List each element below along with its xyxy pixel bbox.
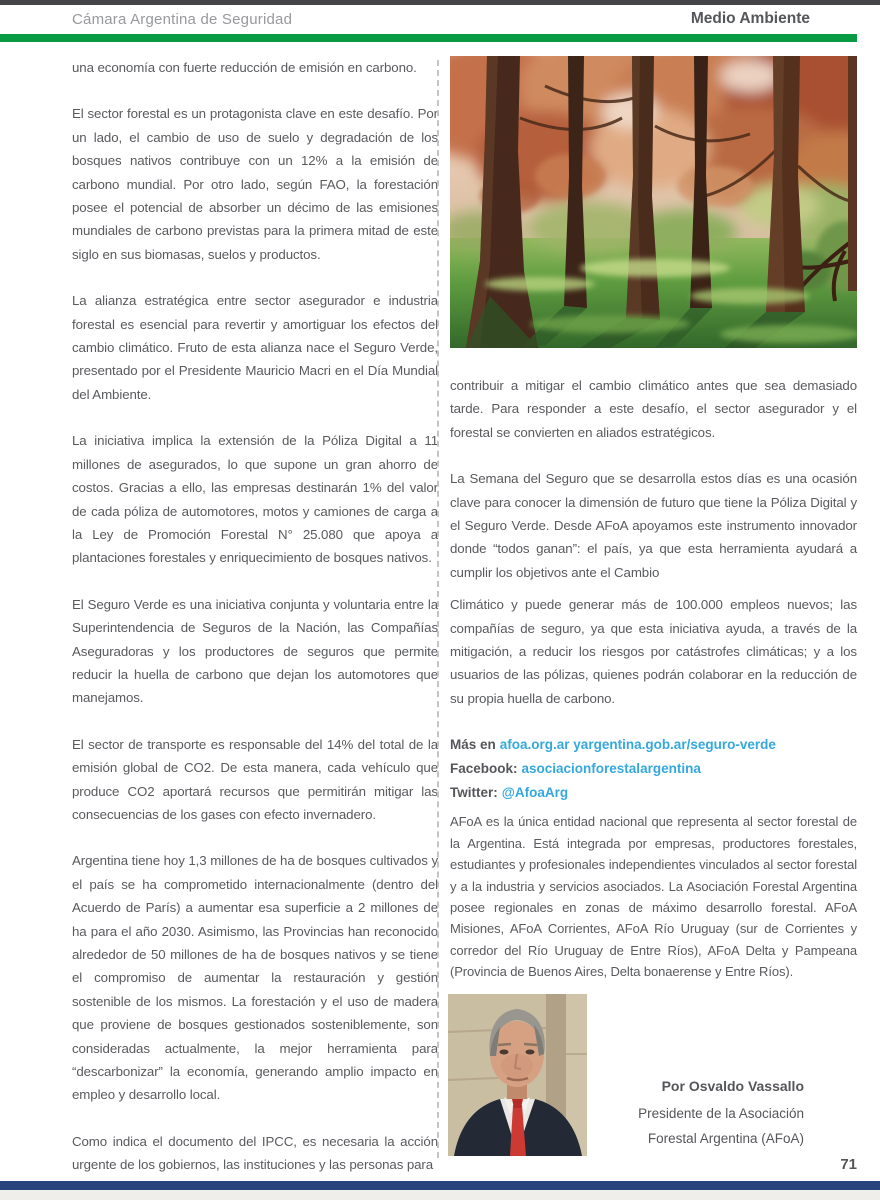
more-info-line [450,733,857,757]
twitter-line [450,781,857,805]
article-paragraph: La Semana del Seguro que se desarrolla estos días es una ocasión clave para conocer la dimensión de futuro que tiene la Póliza Digital y el Seguro Verde. Desde AFoA apoyamos este instrumento innovador donde “todos ganan”: el país, ya que esta herramienta ayudará a cumplir los objetivos ante el Cambio [450,471,857,580]
facebook-label: Facebook: [450,761,518,777]
author-title-line: Presidente de la Asociación [638,1105,804,1121]
article-paragraph: una economía con fuerte reducción de emisión en carbono. [72,60,417,75]
footer-strip [0,1190,880,1200]
article-paragraph: El Seguro Verde es una iniciativa conjunta y voluntaria entre la Superintendencia de Seguros de la Nación, las Compañías Aseguradoras y los productores de seguros que permite reducir la huella de carbono que dejan los automotores que manejamos. [72,596,438,706]
seguro-verde-link[interactable]: afoa.org.ar yargentina.gob.ar/seguro-verde [499,737,776,753]
twitter-label: Twitter: [450,785,498,801]
author-name: Por Osvaldo Vassallo [661,1077,804,1094]
column-divider [437,60,439,1158]
article-paragraph: La iniciativa implica la extensión de la Póliza Digital a 11 millones de asegurados, lo que supone un gran ahorro de costos. Gracias a ello, las empresas destinarán 1% del valor de cada póliza de automotores, motos y camiones de carga a la Ley de Promoción Forestal N° 25.080 que apoya a plantaciones forestales y enriquecimiento de bosques nativos. [72,433,438,566]
section-title: Medio Ambiente [690,10,810,27]
more-info-label: Más en [450,737,496,753]
footer-bar [0,1181,880,1190]
publication-name: Cámara Argentina de Seguridad [72,11,293,28]
facebook-line [450,757,857,781]
author-credit-row [450,994,857,1156]
right-column [450,56,857,1156]
twitter-link[interactable]: @AfoaArg [501,785,569,801]
article-paragraph: La alianza estratégica entre sector asegurador e industria forestal es esencial para revertir y amortiguar los efectos del cambio climático. Fruto de esta alianza nace el Seguro Verde, presentado por el Presidente Mauricio Macri en el Día Mundial del Ambiente. [72,293,438,402]
article-paragraph: El sector de transporte es responsable del 14% del total de la emisión global de CO2. De esta manera, cada vehículo que produce CO2 aportará recursos que permitirán mitigar las consecuencias de los gases con efecto invernadero. [72,736,438,822]
links-block [450,733,857,805]
afoa-description: AFoA es la única entidad nacional que representa al sector forestal de la Argentina. Está integrada por empresas, productores forestales, estudiantes y profesionales independientes vinculados al sector forestal y a la industria y servicios asociados. La Asociación Forestal Argentina posee regionales en zonas de máximo desarrollo forestal. AFoA Misiones, AFoA Corrientes, AFoA Río Uruguay (sur de Corrientes y corredor del Río Uruguay de Entre Ríos), AFoA Delta y Pampeana (Provincia de Buenos Aires, Delta bonaerense y Entre Ríos). [450,814,857,980]
facebook-link[interactable]: asociacionforestalargentina [521,761,701,777]
article-paragraph: Climático y puede generar más de 100.000 empleos nuevos; las compañías de seguro, ya que esta iniciativa ayuda, a través de la mitigación, a reducir los riesgos por catástrofes climáticas; y a los usuarios de las pólizas, quienes podrán colaborar en la reducción de su propia huella de carbono. [450,597,857,706]
author-title-line: Forestal Argentina (AFoA) [647,1130,804,1146]
article-paragraph: contribuir a mitigar el cambio climático antes que sea demasiado tarde. Para responder a este desafío, el sector asegurador y el forestal se convierten en aliados estratégicos. [450,378,857,440]
forest-photo [450,56,857,348]
left-column [72,56,438,1200]
top-edge-bar [0,0,880,5]
article-paragraph: Argentina tiene hoy 1,3 millones de ha de bosques cultivados y el país se ha comprometido internacionalmente (dentro del Acuerdo de París) a aumentar esa superficie a 2 millones de ha para el año 2030. Asimismo, las Provincias han reconocido alrededor de 50 millones de ha de bosques nativos y se tiene el compromiso de aumentar la restauración y gestión sostenible de los mismos. La forestación y el uso de madera que proviene de bosques gestionados sosteniblemente, son consideradas actualmente, la mejor herramienta para “descarbonizar” la economía, generando amplio impacto en empleo y desarrollo local. [72,853,438,1103]
portrait-photo [448,994,587,1156]
author-credit [638,1078,804,1151]
article-paragraph: El sector forestal es un protagonista clave en este desafío. Por un lado, el cambio de uso de suelo y degradación de los bosques nativos contribuye con un 12% a la emisión de carbono mundial. Por otro lado, según FAO, la forestación posee el potencial de absorber un décimo de las emisiones mundiales de carbono previstas para la primera mitad de este siglo en sus biomasas, suelos y productos. [72,106,438,262]
header-rule [0,34,857,42]
page-number: 71 [840,1156,857,1173]
article-paragraph: Como indica el documento del IPCC, es necesaria la acción urgente de los gobiernos, las instituciones y las personas para [72,1133,438,1173]
